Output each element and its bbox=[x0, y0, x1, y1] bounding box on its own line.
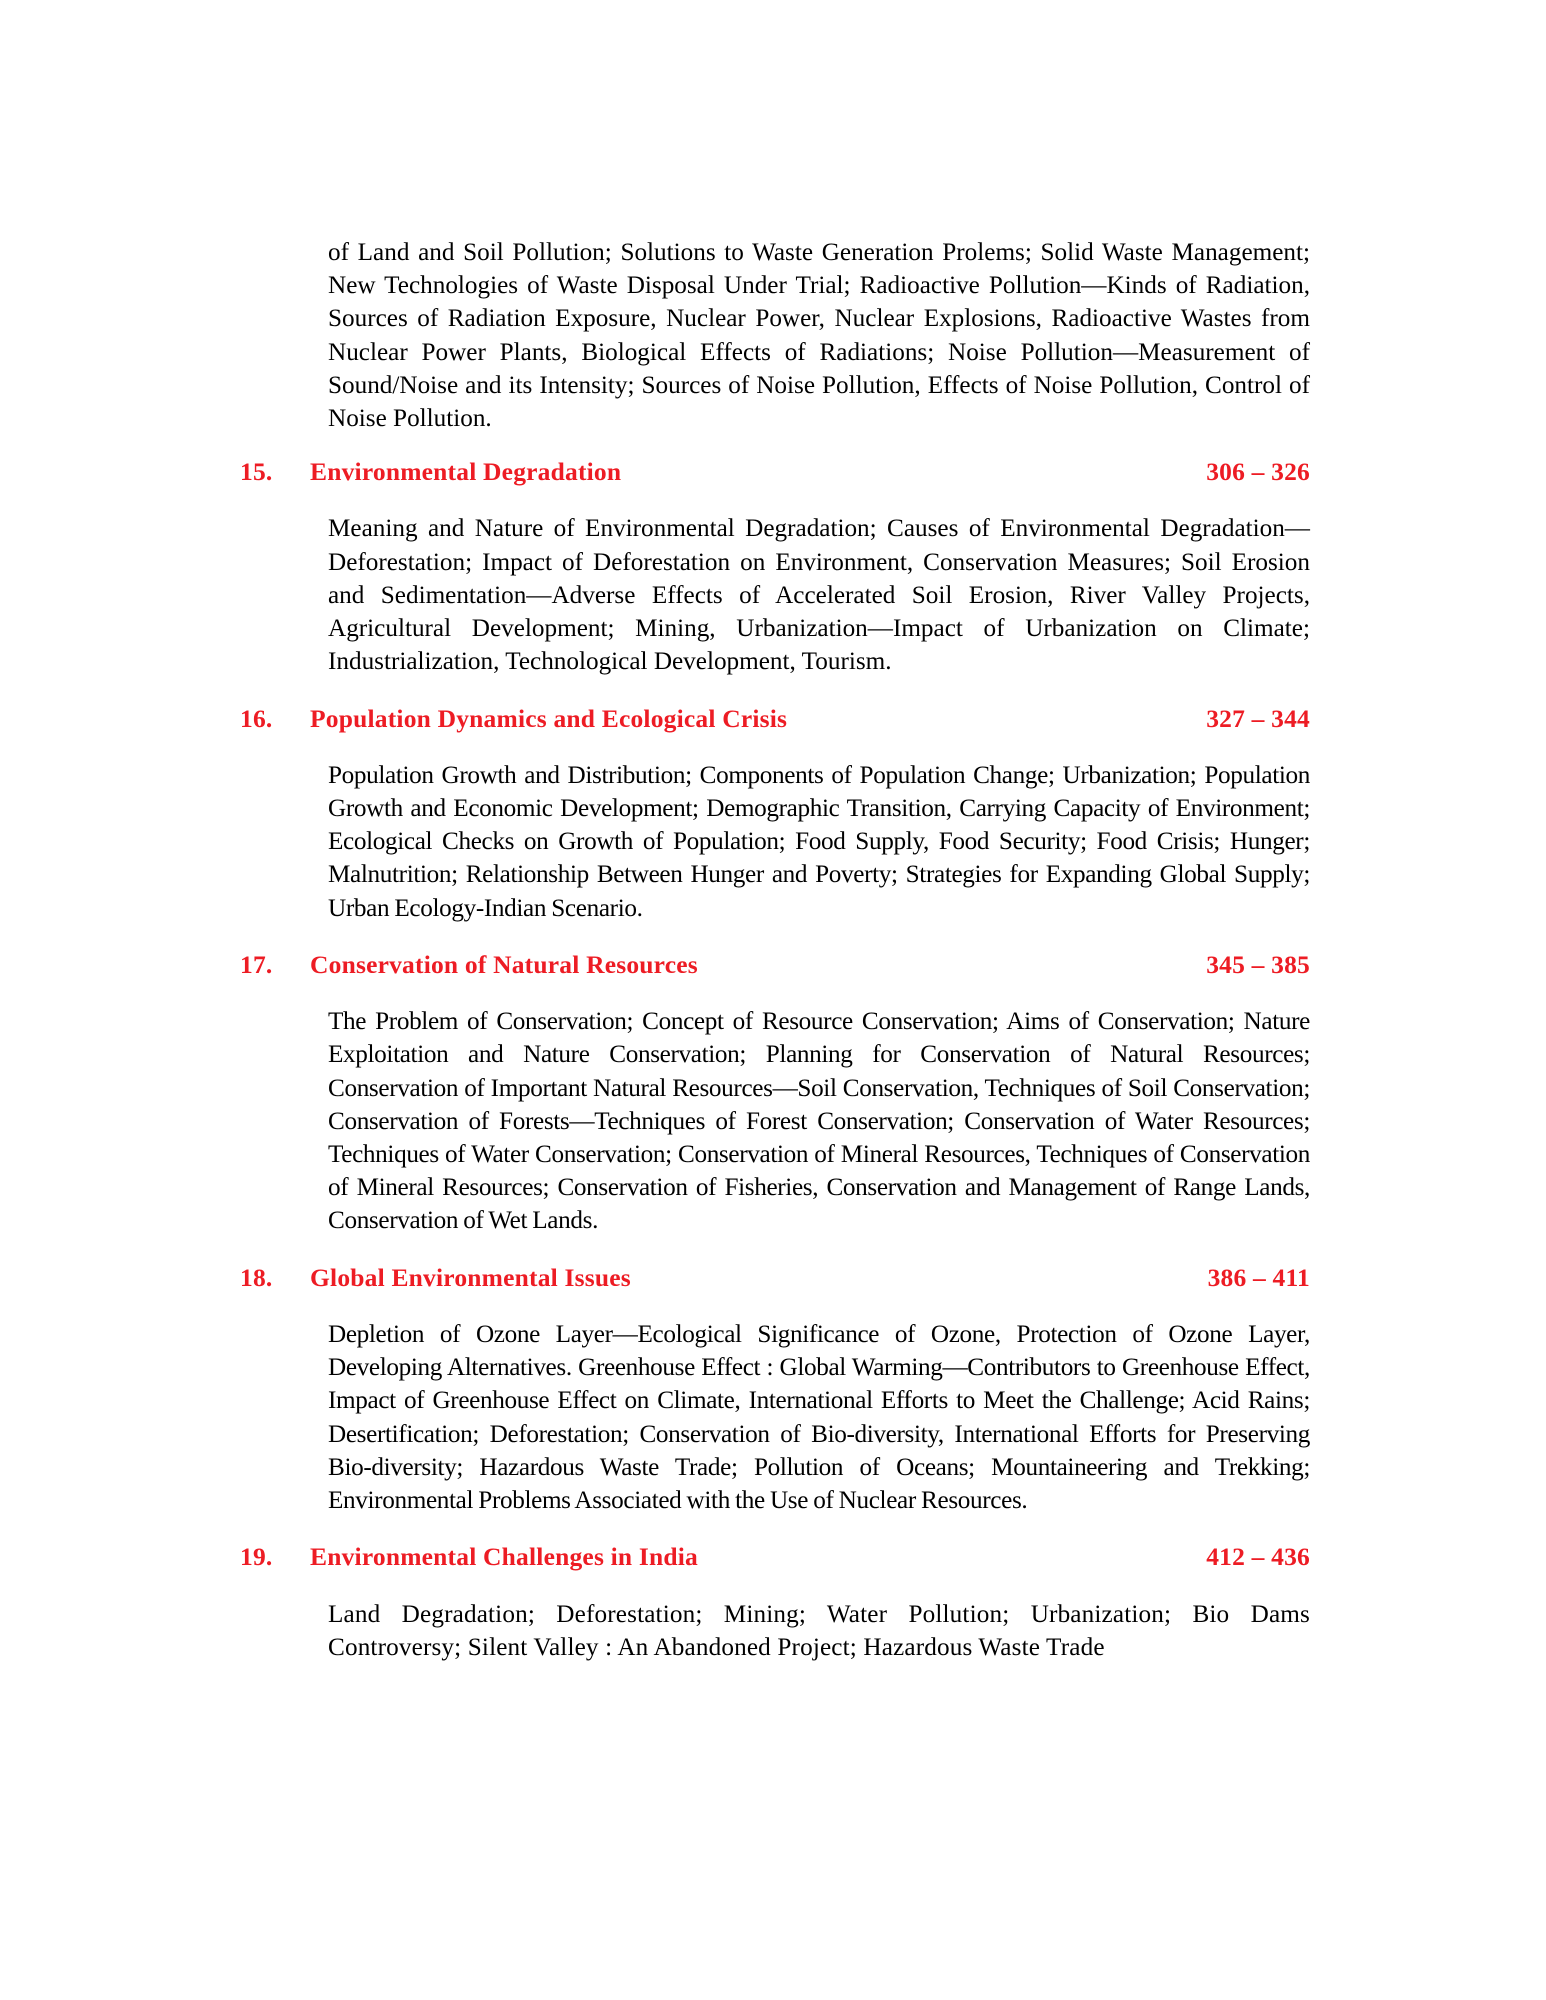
chapter-number: 17. bbox=[240, 950, 273, 979]
chapter-title[interactable]: Environmental Challenges in India bbox=[310, 1542, 699, 1572]
contents-entry-18 bbox=[240, 1263, 1310, 1517]
chapter-page-range: 327 – 344 bbox=[1206, 703, 1310, 733]
chapter-title[interactable]: Global Environmental Issues bbox=[310, 1262, 631, 1292]
chapter-description: Depletion of Ozone Layer—Ecological Significance of Ozone, Protection of Ozone Layer, Developing Alternatives. Greenhouse Effect : Global Warming—Contributors to Greenhouse Effect, Impact of Greenhouse Effect on Climate, International Efforts to Meet the Challenge; Acid Rains; Desertification; Deforestation; Conservation of Bio-diversity, International Efforts for Preserving Bio-diversity; Hazardous Waste Trade; Pollution of Oceans; Mountaineering and Trekking; Environmental Problems Associated with the Use of Nuclear Resources. bbox=[328, 1320, 1310, 1514]
chapter-number: 15. bbox=[240, 457, 273, 487]
chapter-description: Population Growth and Distribution; Components of Population Change; Urbanization; Population Growth and Economic Development; Demographic Transition, Carrying Capacity of Environment; Ecological Checks on Growth of Population; Food Supply, Food Security; Food Crisis; Hunger; Malnutrition; Relationship Between Hunger and Poverty; Strategies for Expanding Global Supply; Urban Ecology-Indian Scenario. bbox=[328, 761, 1310, 922]
contents-entry-15 bbox=[240, 457, 1310, 678]
contents-entry-header[interactable] bbox=[240, 457, 1310, 487]
chapter-title[interactable]: Environmental Degradation bbox=[310, 457, 622, 487]
contents-entry-header[interactable] bbox=[240, 704, 1310, 734]
contents-list bbox=[240, 236, 1310, 1689]
contents-entry-16 bbox=[240, 704, 1310, 925]
continued-paragraph: of Land and Soil Pollution; Solutions to Waste Generation Prolems; Solid Waste Management; New Technologies of Waste Disposal Under Trial; Radioactive Pollution—Kinds of Radiation, Sources of Radiation Exposure, Nuclear Power, Nuclear Explosions, Radioactive Wastes from Nuclear Power Plants, Biological Effects of Radiations; Noise Pollution—Measurement of Sound/Noise and its Intensity; Sources of Noise Pollution, Effects of Noise Pollution, Control of Noise Pollution. bbox=[328, 239, 1310, 433]
chapter-page-range: 386 – 411 bbox=[1207, 1262, 1310, 1292]
chapter-page-range: 306 – 326 bbox=[1206, 457, 1310, 487]
chapter-title[interactable]: Population Dynamics and Ecological Crisis bbox=[310, 703, 788, 733]
chapter-number: 16. bbox=[240, 703, 273, 733]
contents-entry-header[interactable] bbox=[240, 1263, 1310, 1293]
chapter-page-range: 345 – 385 bbox=[1206, 950, 1310, 979]
contents-entry-17 bbox=[240, 950, 1310, 1238]
contents-entry-19 bbox=[240, 1542, 1310, 1664]
chapter-number: 18. bbox=[240, 1262, 273, 1292]
contents-entry-header[interactable] bbox=[240, 1542, 1310, 1572]
chapter-description: The Problem of Conservation; Concept of Resource Conservation; Aims of Conservation; Nature Exploitation and Nature Conservation; Planning for Conservation of Natural Resources; Conservation of Important Natural Resources—Soil Conservation, Techniques of Soil Conservation; Conservation of Forests—Techniques of Forest Conservation; Conservation of Water Resources; Techniques of Water Conservation; Conservation of Mineral Resources, Techniques of Conservation of Mineral Resources; Conservation of Fisheries, Conservation and Management of Range Lands, Conservation of Wet Lands. bbox=[328, 1008, 1310, 1235]
chapter-page-range: 412 – 436 bbox=[1206, 1542, 1310, 1572]
contents-entry-header[interactable] bbox=[240, 950, 1310, 980]
chapter-title[interactable]: Conservation of Natural Resources bbox=[310, 950, 698, 979]
chapter-description: Land Degradation; Deforestation; Mining; Water Pollution; Urbanization; Bio Dams Controversy; Silent Valley : An Abandoned Project; Hazardous Waste Trade bbox=[328, 1600, 1310, 1661]
chapter-description: Meaning and Nature of Environmental Degradation; Causes of Environmental Degradation—Deforestation; Impact of Deforestation on Environment, Conservation Measures; Soil Erosion and Sedimentation—Adverse Effects of Accelerated Soil Erosion, River Valley Projects, Agricultural Development; Mining, Urbanization—Impact of Urbanization on Climate; Industrialization, Technological Development, Tourism. bbox=[328, 515, 1310, 676]
chapter-number: 19. bbox=[240, 1542, 273, 1572]
